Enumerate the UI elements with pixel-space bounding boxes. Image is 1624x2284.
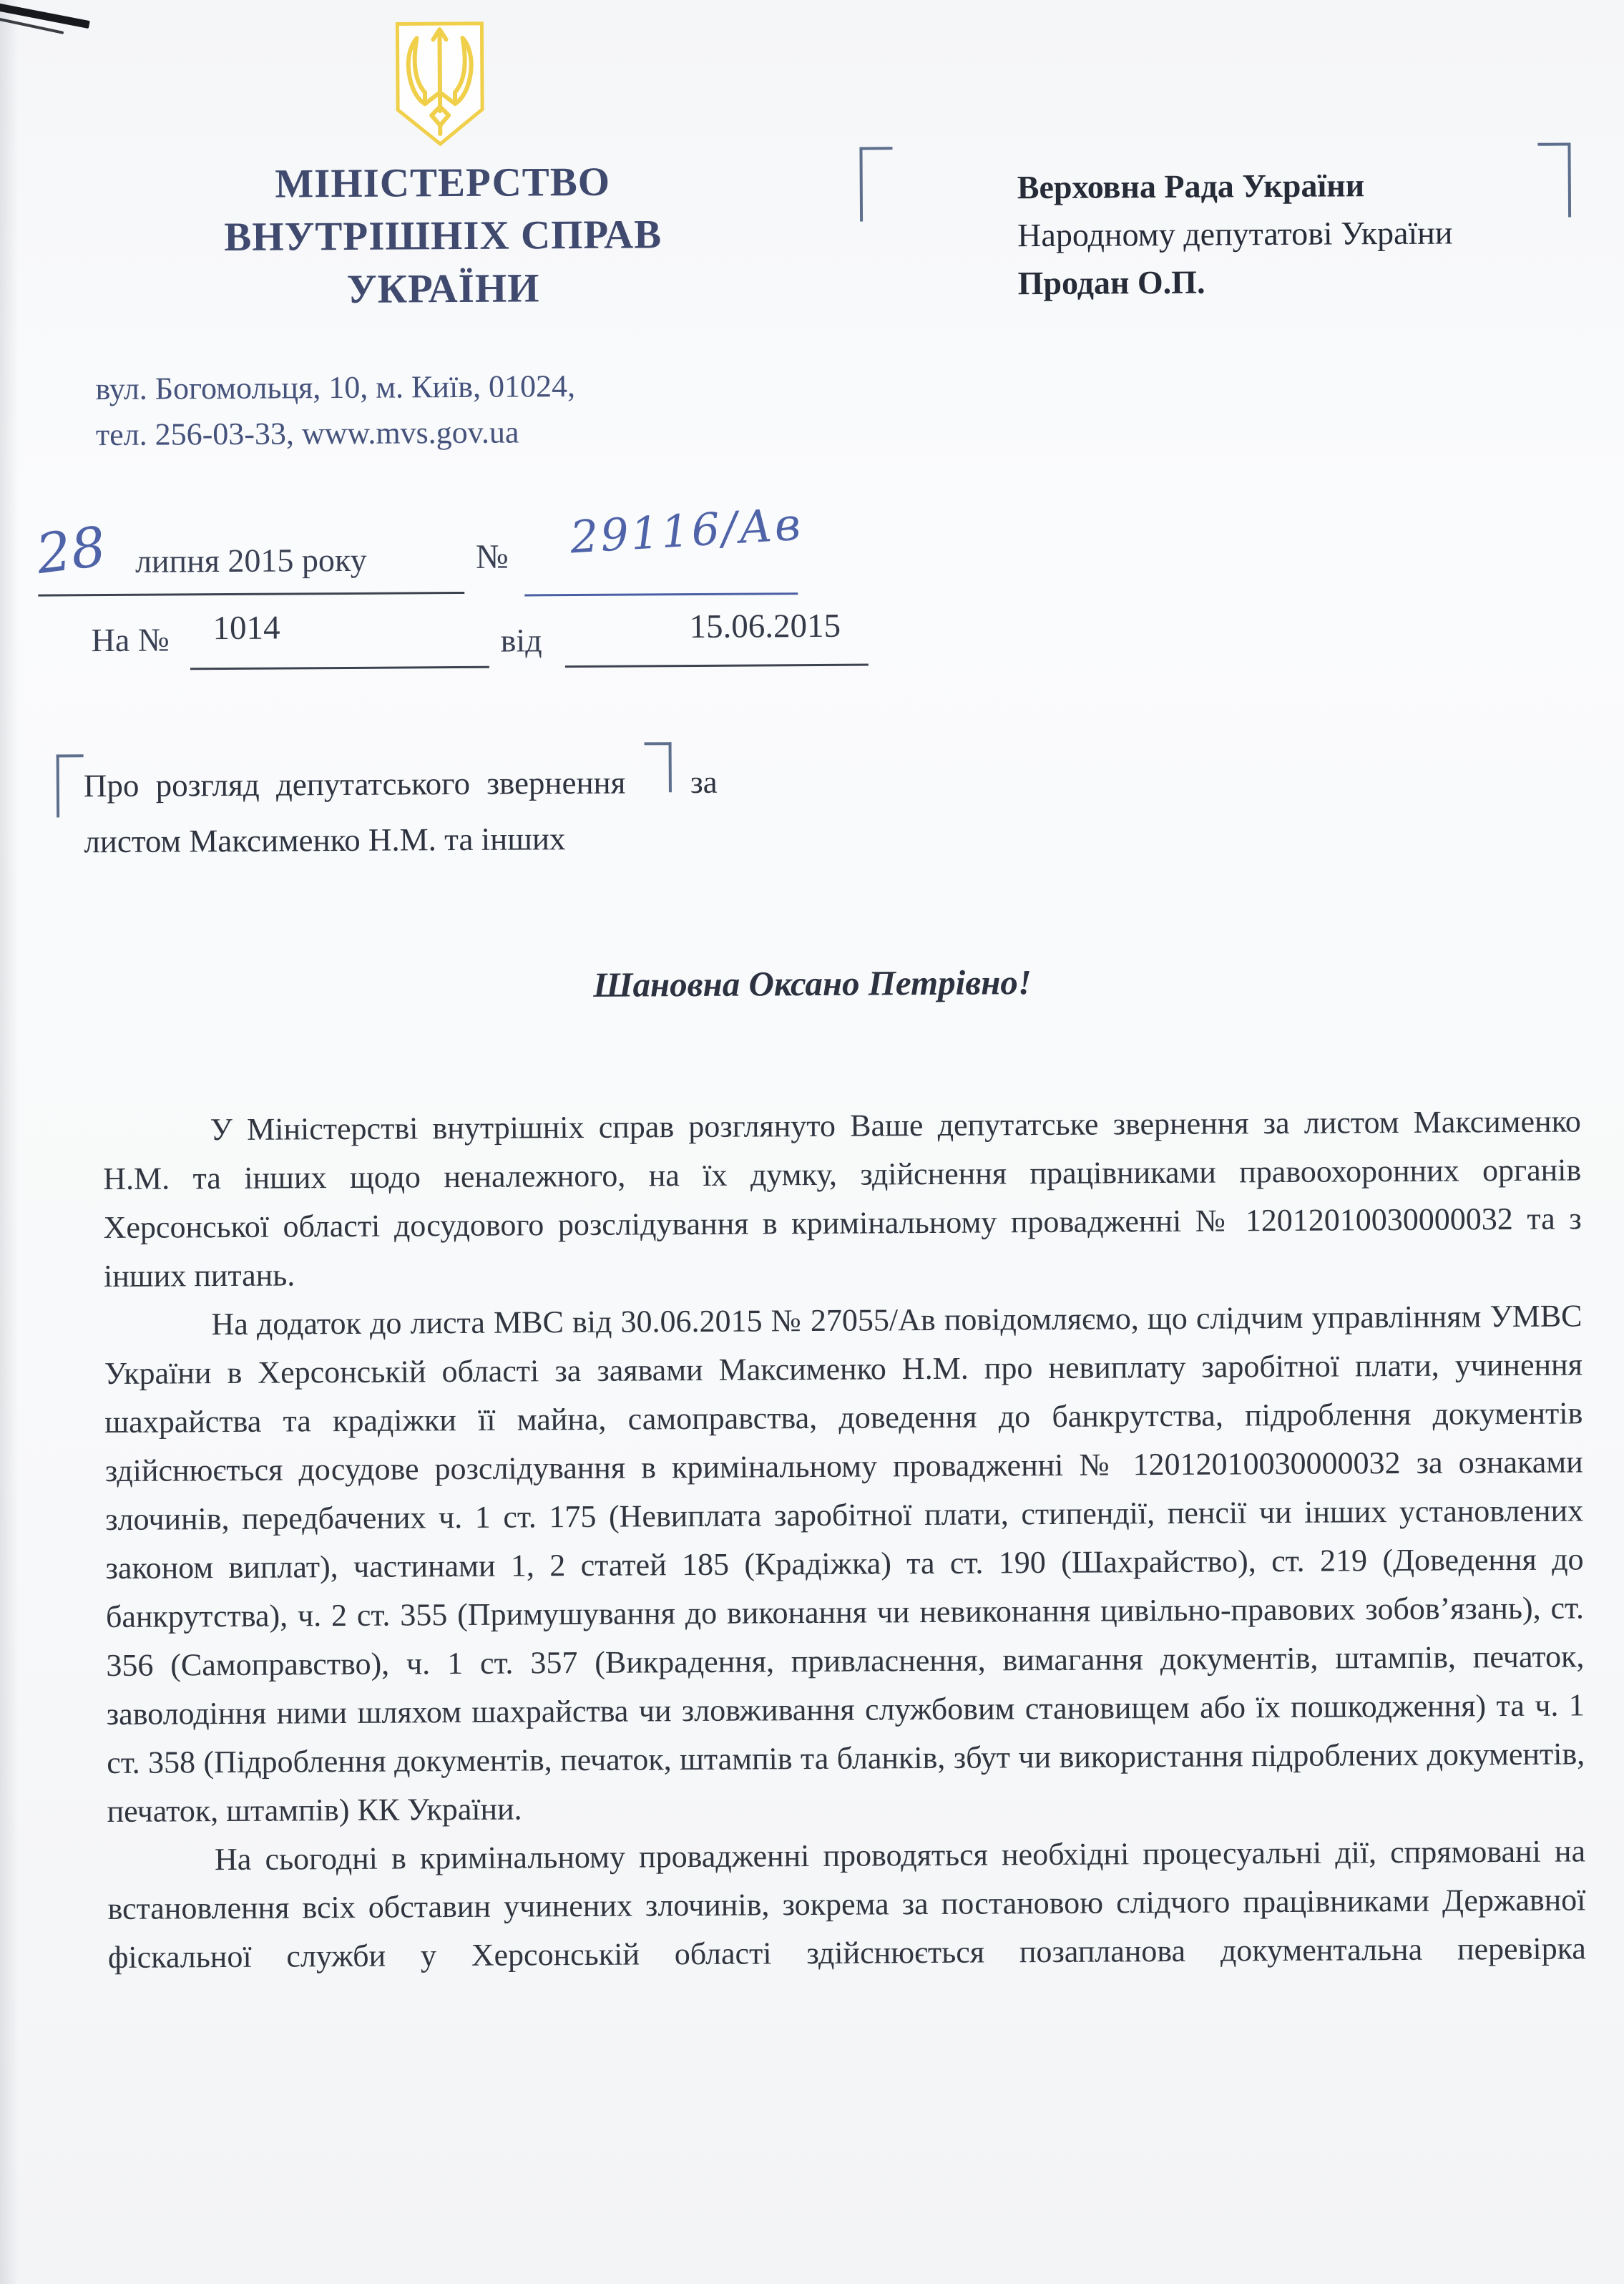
ministry-title-line3: УКРАЇНИ — [346, 265, 540, 312]
subject-corner-left-icon — [57, 754, 84, 817]
reply-to-label: На № — [91, 621, 170, 659]
incoming-number: 1014 — [212, 609, 280, 648]
recipient-corner-left-icon — [859, 147, 893, 221]
address-street-line: вул. Богомольця, 10, м. Київ, 01024, — [95, 369, 576, 407]
subject-line1-tail: за — [690, 763, 718, 801]
recipient-name: Продан О.П. — [1017, 263, 1205, 302]
trident-shield-svg — [393, 21, 486, 149]
outgoing-date-printed: липня 2015 року — [134, 541, 367, 580]
recipient-organization: Верховна Рада України — [1017, 167, 1365, 206]
salutation: Шановна Оксано Петрівно! — [593, 962, 1032, 1005]
incoming-date: 15.06.2015 — [689, 607, 841, 646]
ministry-title-line2: ВНУТРІШНІХ СПРАВ — [224, 212, 662, 260]
incoming-date-underline — [565, 664, 869, 668]
subject-line2: листом Максименко Н.М. та інших — [84, 821, 566, 860]
from-label: від — [500, 622, 542, 659]
recipient-role: Народному депутатові України — [1017, 214, 1453, 254]
ministry-title — [89, 155, 798, 318]
body-paragraph: На сьогодні в кримінальному провадженні проводяться необхідні процесуальні дії, спрямовані на встановлення всіх обставин учинених злочинів, зокрема за постановою слідчого працівниками Державної фіскальної служби у Херсонській області здійснюється позапланова документальна перевірка — [107, 1833, 1587, 1976]
recipient-block — [1017, 160, 1562, 308]
ministry-address — [95, 363, 575, 458]
body-paragraph: У Міністерстві внутрішніх справ розглянуто Ваше депутатське звернення за листом Максименко Н.М. та інших щодо неналежного, на їх думку, здійснення працівниками правоохоронних органів Херсонської області досудового розслідування в кримінальному провадженні № 12012010030000032 та з інших питань. — [103, 1103, 1582, 1294]
incoming-number-underline — [190, 666, 489, 670]
number-underline — [524, 592, 798, 596]
ministry-title-line1: МІНІСТЕРСТВО — [275, 159, 611, 207]
outgoing-number-sign: № — [475, 537, 509, 576]
subject-line1: Про розгляд депутатського звернення — [83, 764, 626, 804]
subject-corner-right-icon — [645, 742, 672, 792]
date-underline — [38, 592, 464, 597]
letter-body — [103, 1097, 1586, 1982]
ukraine-trident-emblem-icon — [393, 21, 486, 149]
handwritten-outgoing-number: 29116/Ав — [568, 497, 804, 564]
address-phone-line: тел. 256-03-33, www.mvs.gov.ua — [95, 414, 519, 453]
body-paragraph: На додаток до листа МВС від 30.06.2015 № 27055/Ав повідомляємо, що слідчим управлінням УМВС України в Херсонській області за заявами Максименко Н.М. про невиплату заробітної плати, учинення шахрайства та крадіжки її майна, самоправства, доведення до банкрутства, підроблення документів здійснюється досудове розслідування в кримінальному провадженні № 12012010030000032 за ознаками злочинів, передбачених ч. 1 ст. 175 (Невиплата заробітної плати, стипендії, пенсії чи інших установлених законом виплат), частинами 1, 2 статей 185 (Крадіжка) та ст. 190 (Шахрайство), ст. 219 (Доведення до банкрутства), ч. 2 ст. 355 (Примушування до виконання чи невиконання цивільно-правових зобов’язань), ст. 356 (Самоправство), ч. 1 ст. 357 (Викрадення, привласнення, вимагання документів, штампів, печаток, заволодіння ними шляхом шахрайства чи зловживання службовим становищем або їх пошкодження) та ч. 1 ст. 358 (Підроблення документів, печаток, штампів та бланків, збут чи використання підроблених документів, печаток, штампів) КК України. — [104, 1298, 1585, 1830]
handwritten-day: 28 — [32, 514, 109, 587]
